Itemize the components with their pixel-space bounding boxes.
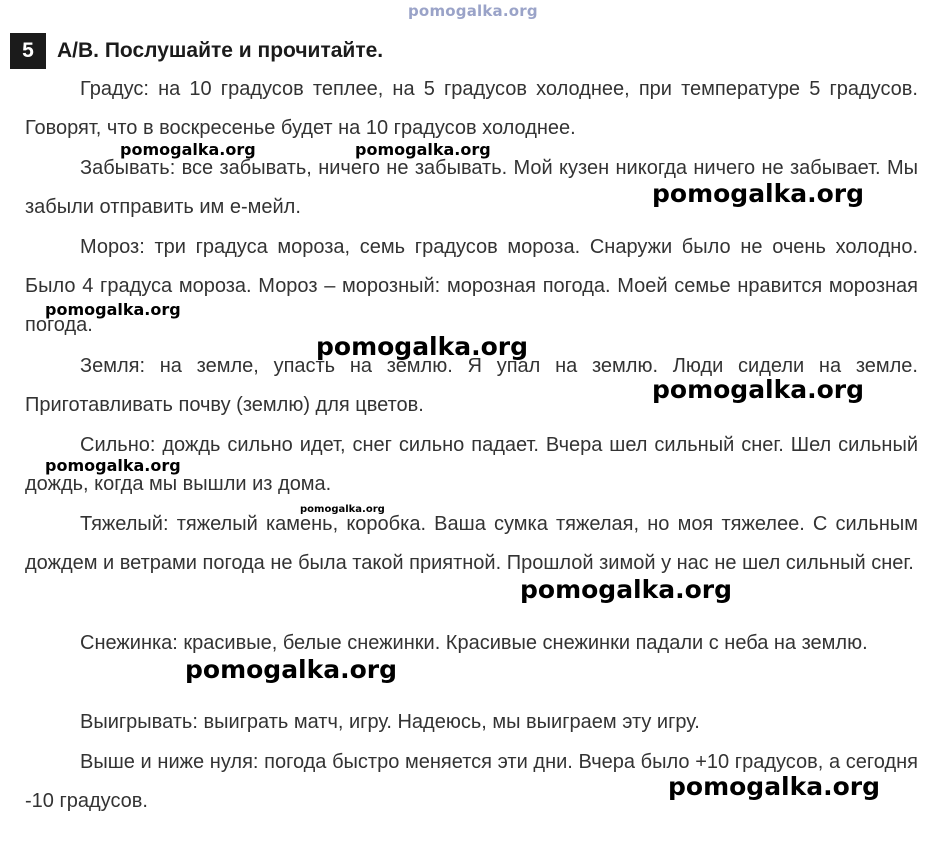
paragraph-zabyvat: Забывать: все забывать, ничего не забывать. Мой кузен никогда ничего не забывает. Мы забыли отправить им е-мейл. [25,157,918,218]
watermark-overlay: pomogalka.org [520,575,733,604]
watermark-overlay: pomogalka.org [45,300,181,319]
paragraph-vyigryvat: Выигрывать: выиграть матч, игру. Надеюсь, мы выиграем эту игру. [80,711,700,733]
watermark-overlay: pomogalka.org [120,140,256,159]
watermark-overlay: pomogalka.org [185,655,398,684]
watermark-overlay: pomogalka.org [355,140,491,159]
watermark-overlay: pomogalka.org [316,332,529,361]
watermark-overlay: pomogalka.org [45,456,181,475]
watermark-overlay: pomogalka.org [652,179,865,208]
exercise-title: A/B. Послушайте и прочитайте. [57,39,384,62]
paragraph-gradus: Градус: на 10 градусов теплее, на 5 градусов холоднее, при температуре 5 градусов. Говорят, что в воскресенье будет на 10 градусов холоднее. [25,78,918,139]
paragraph-moroz: Мороз: три градуса мороза, семь градусов мороза. Снаружи было не очень холодно. Было 4 градуса мороза. Мороз – морозный: морозная погода. Моей семье нравится морозная погода. [25,236,918,336]
watermark-overlay: pomogalka.org [668,772,881,801]
paragraph-vyshe-nizhe: Выше и ниже нуля: погода быстро меняется эти дни. Вчера было +10 градусов, а сегодня -10 градусов. [25,751,918,812]
paragraph-snezhinka: Снежинка: красивые, белые снежинки. Красивые снежинки падали с неба на землю. [80,632,868,654]
watermark-overlay: pomogalka.org [652,375,865,404]
exercise-header [10,33,383,69]
exercise-number-badge: 5 [10,33,46,69]
paragraph-zemlya: Земля: на земле, упасть на землю. Я упал на землю. Люди сидели на земле. Приготавливать почву (землю) для цветов. [25,355,918,416]
paragraph-tyazhelyi: Тяжелый: тяжелый камень, коробка. Ваша сумка тяжелая, но моя тяжелее. С сильным дождем и ветрами погода не была такой приятной. Прошлой зимой у нас не шел сильный снег. [25,513,918,574]
paragraph-silno: Сильно: дождь сильно идет, снег сильно падает. Вчера шел сильный снег. Шел сильный дождь, когда мы вышли из дома. [25,434,918,495]
site-watermark-top: pomogalka.org [408,2,538,20]
watermark-overlay: pomogalka.org [300,504,385,515]
